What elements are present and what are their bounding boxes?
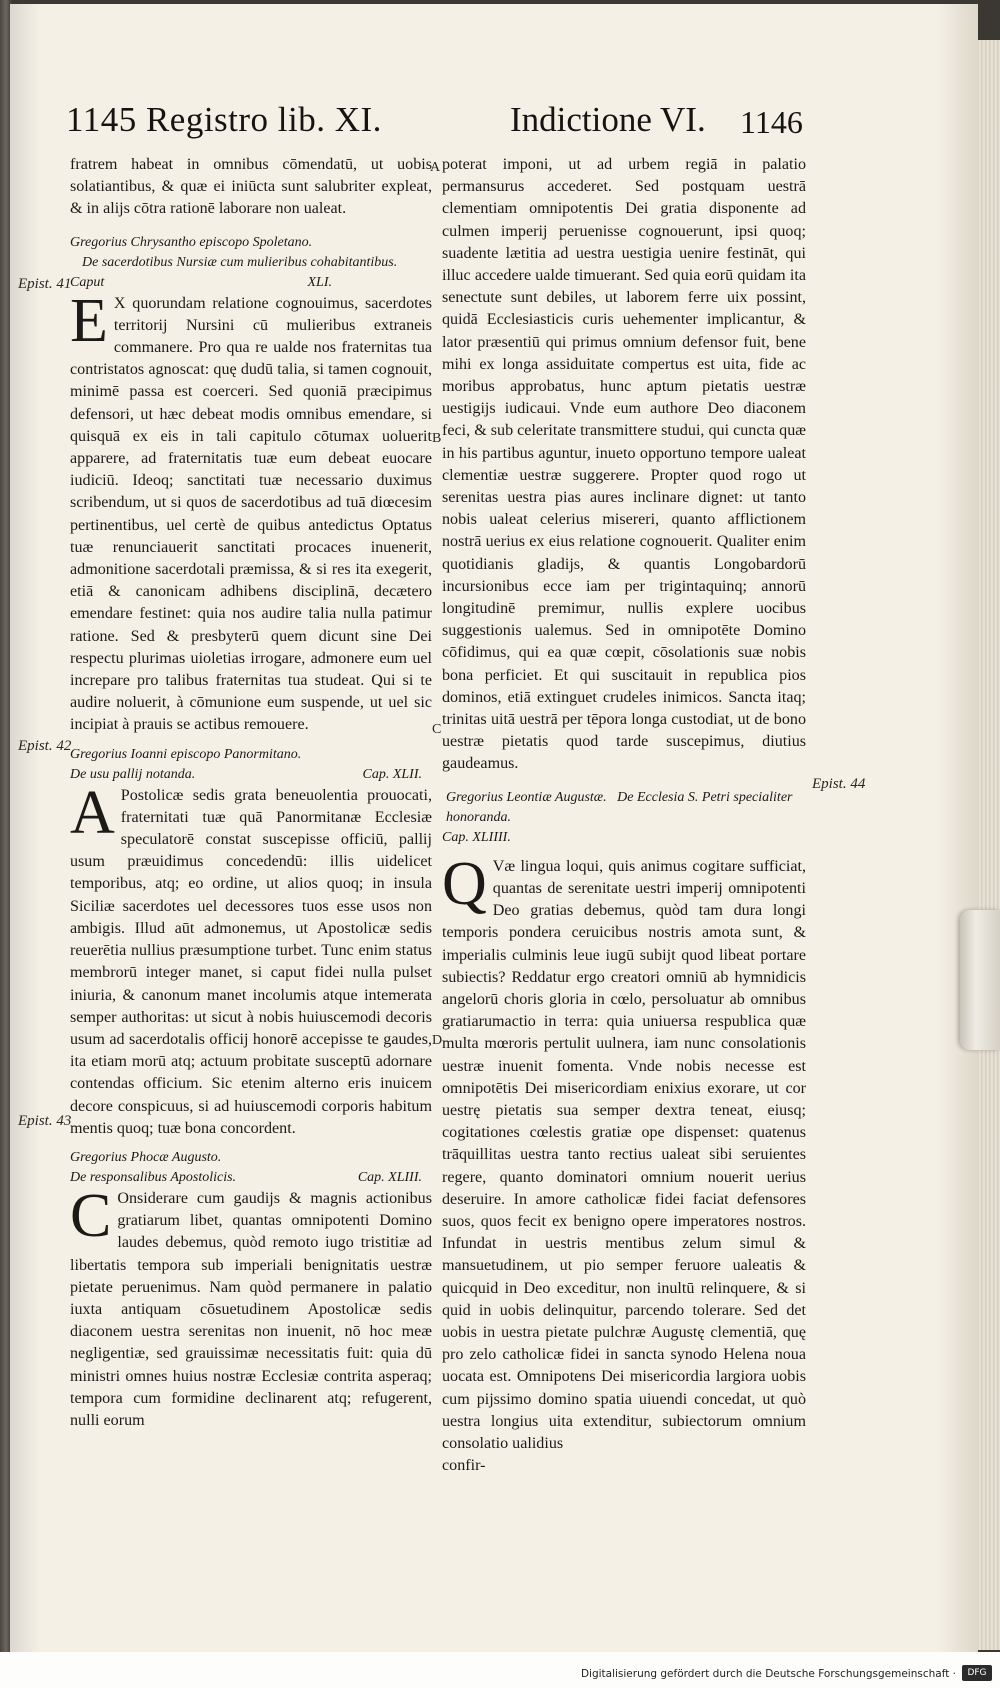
ep44-text: Væ lingua loqui, quis animus cogitare sufficiat, quantas de serenitate uestri imperij omnipotenti Deo gratias debemus, quòd tam dura longi temporis pondera ceruicibus nostris amota sunt, & imperialis culminis leue iugū subijt quod libeat portare subiectis? Reddatur ergo creatori omniū ab hymnidicis angelorū choris gloria in cœlo, persoluatur ab omnibus gratiarumactio in terra: quia uniuersa respublica quæ multa mœroris pertulit uulnera, iam nunc consolationis uestræ inuenit fomenta. Vnde nobis necesse est omnipotētis Dei misericordiam enixius exorare, ut cor uestrę pietatis sua semper dextra teneat, eiusq; cogitationes cœlestis gratiæ ope dispenset: quatenus trāquillitas uestra tanto rectius ualeat sibi seruientes regere, quanto dominatori omnium nouerit uerius deseruire. In amore catholicæ fidei faciat defensores suos, quos fecit ex benigno opere imperatores nostros. Infundat in uestris mentibus zelum simul & mansuetudinem, ut pio semper feruore ualeatis & quicquid in Deo exceditur, non inultū relinquere, & si quid in uobis delinquitur, parcendo tolerare. Sed det uobis in uestra pietate pulchræ Augustę clementiā, quę pro zelo catholicæ fidei in sancta synodo Helena noua uocata est. Omnipotens Dei misericordia largiora uobis cum pijssimo domino spatia uiuendi concedat, ut quò uestra longius uita extenditur, subiectorum omnium consolatio ualidius	[442, 857, 806, 1452]
ep44-body	[442, 849, 806, 1455]
dfg-logo: DFG	[962, 1665, 992, 1681]
ep44-subject: De Ecclesia S. Petri specialiter honoranda.	[446, 789, 793, 825]
ep44-drop-cap: Q	[442, 849, 487, 918]
footer-credit: Digitalisierung gefördert durch die Deutsche Forschungsgemeinschaft ·	[580, 1668, 956, 1680]
section-letter-d: D	[432, 1033, 443, 1048]
margin-epist-44: Epist. 44	[812, 776, 866, 792]
ep42-drop-cap: A	[70, 778, 115, 847]
ep44-cap: Cap. XLIIII.	[442, 829, 511, 845]
page-edges	[978, 40, 1000, 1650]
left-column	[70, 154, 432, 1432]
right-column	[442, 154, 806, 1477]
page-number-right: 1146	[740, 104, 803, 140]
margin-epist-43: Epist. 43	[18, 1113, 72, 1129]
book-clamp	[960, 910, 1000, 1050]
ep44-address: Gregorius Leontiæ Augustæ.	[446, 789, 607, 805]
ep43-body	[70, 1181, 432, 1432]
section-letter-b: B	[432, 431, 442, 446]
digitization-footer	[0, 1652, 1000, 1688]
ep43-text: Onsiderare cum gaudijs & magnis actionibus gratiarum libet, quantas omnipotenti Domino laudes debemus, quòd remoto iugo tristitiæ ad libertatis tempora sub imperiali benignitatis uestræ pietate peruenimus. Nam quòd permanere in palatio iuxta antiquam cōsuetudinem Apostolicæ sedis diaconem uestra serenitas non inuenit, nō hoc meæ negligentiæ, sed grauissimæ necessitatis fuit: quia dū ministri omnes huius nostræ Ecclesiæ contrita asperaq; tempora cum formidine declinarent atq; refugerent, nulli eorum	[70, 1189, 432, 1429]
ep43-drop-cap: C	[70, 1181, 112, 1250]
ep42-subject: De usu pallij notanda.	[70, 766, 196, 782]
ep41-text: X quorundam relatione cognouimus, sacerdotes territorij Nursini cū mulieribus extraneis commanere. Pro qua re ualde nos fraternitas tua contristatos agnoscat: quę dudū talia, si tamen cognouit, minimē passa est coerceri. Sed quoniā præcipimus defensori, ut hæc debeat modis omnibus emendare, si quisquā ex eis in tali capitulo cōtumax uoluerit apparere, ad fraternitatis tuæ eum debeat euocare iudiciū. Ideoq; sanctitati tuæ necessario duximus scribendum, ut si quos de sacerdotibus ad tuā diœcesim pertinentibus, uel certè de quibus antedictus Optatus tuæ renunciauerit sanctitati procaces inuenerit, admonitione sacerdotali præmissa, & si res ita exegerit, etiā & canonicam adhibens disciplinā, decætero emendare festinet: quia nos audire talia nulla patimur ratione. Sed & presbyterū quem dicunt sine Dei respectu plurimas uioletias irrogare, admonere eum uel increpare pro talibus fraternitas tua studeat. Qui si te audire noluerit, à cōmunione eum suspende, ut uel sic incipiat à prauis se actibus remouere.	[70, 294, 432, 734]
ep42-subject-row	[70, 765, 432, 785]
catchword: confir-	[442, 1457, 486, 1475]
ep41-drop-cap: E	[70, 286, 108, 355]
ep42-cap: Cap. XLII.	[362, 766, 422, 782]
ep42-address: Gregorius Ioanni episcopo Panormitano.	[70, 746, 302, 762]
ep41-caput-number: XLI.	[307, 274, 332, 290]
margin-epist-41: Epist. 41	[18, 276, 72, 292]
ep44-heading	[442, 788, 806, 828]
ep42-text: Postolicæ sedis grata beneuolentia prouocati, fraternitati tuæ quā Panormitanæ Ecclesiæ speculatorē constat suscepisse officiū, pallij usum præuidimus concedendū: illis uidelicet temporibus, atq; eo ordine, ut alios quoq; in insula Siciliæ sacerdotes uel decessores tuos esse usos non ambigis. Illud aūt admonemus, ut Apostolicæ sedis reuerētia nullius præsumptione turbet. Tunc enim status membrorū integer manet, si caput fidei nulla pulset iniuria, & canonum manet incolumis atque intemerata semper authoritas: ut sicut à nobis huiuscemodi decoris usum ad sacerdotalis officij honorē accepisse te gaudes, ita etiam morū atq; actuum probitate susceptū adornare contendas officium. Sic etenim alterno eris inuicem decore conspicuus, si ad huiuscemodi corporis habitum mentis quoq; tuæ bona concordent.	[70, 786, 432, 1137]
ep42-body	[70, 778, 432, 1140]
running-head-left: 1145 Registro lib. XI.	[66, 100, 382, 139]
ep43-address: Gregorius Phocæ Augusto.	[70, 1149, 222, 1165]
right-carry-over: poterat imponi, ut ad urbem regiā in palatio permansurus accederet. Sed postquam uestrā clementiam omnipotentis Dei gratia disponente ad culmen imperij peruenisse cognouerunt, ipsi quoq; suadente lætitia ad uestra uestigia uenire festināt, qui illuc accedere ualde timuerant. Sed quia eorū quidam ita senectute sunt debiles, ut laborem ferre uix possint, quidā Ecclesiasticis curis uehementer implicantur, & lator præsentiū qui primus omnium defensor fuit, bene mihi ex longa assiduitate compertus est uita, fide ac moribus approbatus, hunc aptum pietatis uestræ uestigijs iudicaui. Vnde eum authore Deo diaconem feci, & sub celeritate transmittere studui, qui cuncta quæ in his partibus aguntur, inueto opportuno tempore ualeat clementiæ uestræ suggerere. Propter quod rogo ut serenitas uestra pias aures inclinare dignet: ut tanto nobis ualeat celerius misereri, quanto afflictionem nostrā uerius ex eius relatione cognouerit. Qualiter enim quotidianis gladijs, & quantis Longobardorū incursionibus ecce iam per trigintaquinq; annorū longitudinē premimur, nullis explere uocibus suggestionis ualemus. Sed in omnipotēte Domino cōfidimus, qui ea quæ cœpit, cōsolationis suæ nobis bona perficiet. Et qui suscitauit in republica pios dominos, etiā extinguet crudeles inimicos. Sancta itaq; trinitas uitā uestrā per tēpora longa custodiat, ut de bono uestræ pietatis quod tarde suscepimus, diutius gaudeamus.	[442, 156, 806, 773]
running-head-center: Indictione VI.	[510, 100, 706, 139]
margin-epist-42: Epist. 42	[18, 738, 72, 754]
ep41-subject: De sacerdotibus Nursiæ cum mulieribus cohabitantibus.	[82, 254, 398, 270]
ep43-subject: De responsalibus Apostolicis.	[70, 1169, 237, 1185]
ep41-body	[70, 286, 432, 737]
ep41-caput-label: Caput	[70, 274, 105, 290]
ep41-caput-row	[70, 273, 432, 293]
section-letter-a: A	[430, 160, 441, 175]
ep43-subject-row	[70, 1168, 432, 1188]
ep43-cap: Cap. XLIII.	[357, 1169, 422, 1185]
left-carry-over: fratrem habeat in omnibus cōmendatū, ut uobis solatiantibus, & quæ ei iniūcta sunt salubriter expleat, & in alijs cōtra rationē laborare non ualeat.	[70, 156, 432, 218]
ep41-address: Gregorius Chrysantho episcopo Spoletano.	[70, 234, 313, 250]
section-letter-c: C	[432, 722, 442, 737]
